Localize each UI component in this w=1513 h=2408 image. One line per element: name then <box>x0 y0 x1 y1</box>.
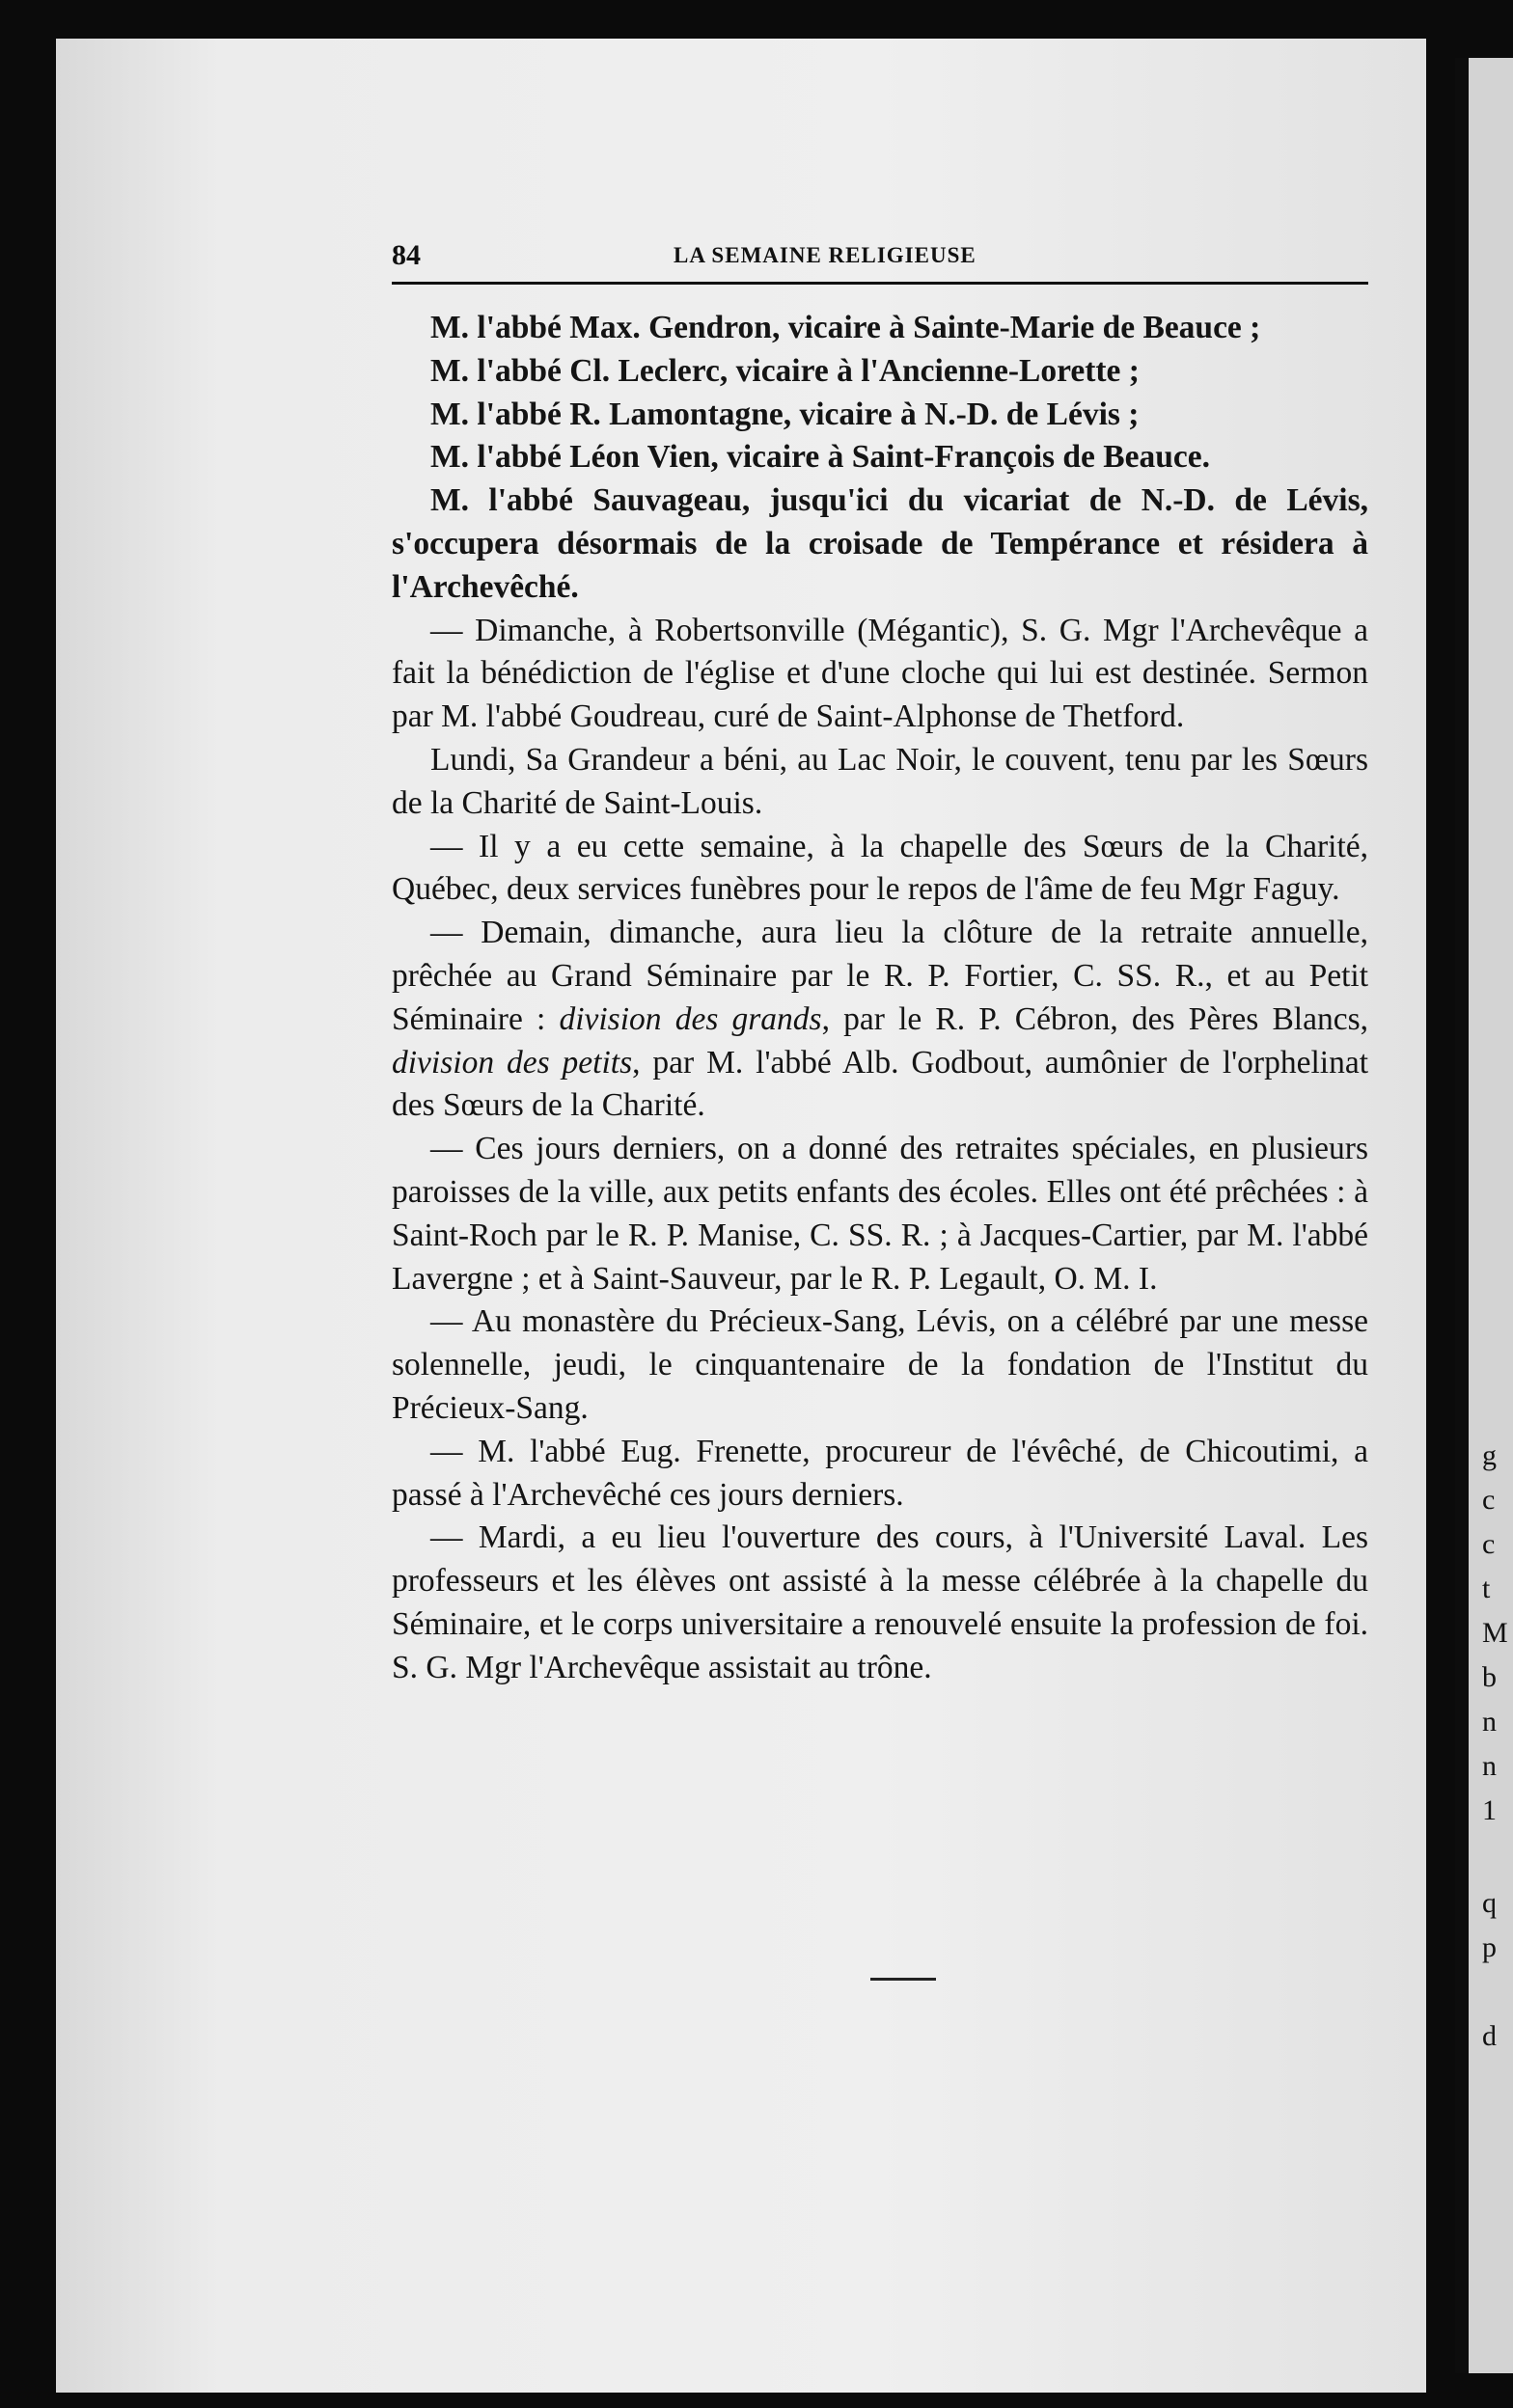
adjacent-page-fragment: q <box>1482 1887 1497 1919</box>
page-gutter-shadow <box>1455 58 1469 2373</box>
adjacent-page-edge <box>1455 58 1513 2373</box>
text-run: , par M. l'abbé Alb. Godbout, aumônier de l'orphelinat des Sœurs de la Charité. <box>392 1044 1368 1124</box>
adjacent-page-fragment: g <box>1482 1439 1497 1471</box>
appointment-paragraph: M. l'abbé Sauvageau, jusqu'ici du vicariat de N.-D. de Lévis, s'occupera désormais de la croisade de Tempérance et résidera à l'Archevêché. <box>392 482 1368 605</box>
news-paragraph: — Dimanche, à Robertsonville (Mégantic), S. G. Mgr l'Archevêque a fait la bénédiction de l'église et d'une cloche qui lui est destinée. Sermon par M. l'abbé Goudreau, curé de Saint-Alphonse de Thetford. <box>392 612 1368 735</box>
news-paragraph: — M. l'abbé Eug. Frenette, procureur de l'évêché, de Chicoutimi, a passé à l'Archevêché ces jours derniers. <box>392 1433 1368 1513</box>
appointment-line: M. l'abbé Max. Gendron, vicaire à Sainte-Marie de Beauce ; <box>430 310 1261 345</box>
adjacent-page-fragment: c <box>1482 1484 1496 1516</box>
news-paragraph: — Au monastère du Précieux-Sang, Lévis, on a célébré par une messe solennelle, jeudi, le cinquantenaire de la fondation de l'Institut du Précieux-Sang. <box>392 1303 1368 1426</box>
article-body <box>392 307 1368 1690</box>
appointment-line: M. l'abbé Léon Vien, vicaire à Saint-François de Beauce. <box>430 439 1210 476</box>
adjacent-page-fragment: M <box>1482 1617 1508 1649</box>
adjacent-page-fragment: n <box>1482 1706 1497 1738</box>
news-paragraph: — Il y a eu cette semaine, à la chapelle des Sœurs de la Charité, Québec, deux services funèbres pour le repos de l'âme de feu Mgr Faguy. <box>392 828 1368 908</box>
news-paragraph-retraite <box>392 912 1368 1128</box>
text-run: — Demain, dimanche, aura lieu la clôture de la retraite annuelle, prêchée au Grand Séminaire par le R. P. Fortier, C. SS. R., et au Petit Séminaire : <box>392 915 1368 1037</box>
appointment-line: M. l'abbé Cl. Leclerc, vicaire à l'Ancienne-Lorette ; <box>430 352 1140 389</box>
adjacent-page-fragment: t <box>1482 1573 1491 1604</box>
italic-text: division des grands <box>559 1000 822 1037</box>
page-header <box>392 239 1368 285</box>
news-paragraph: — Ces jours derniers, on a donné des retraites spéciales, en plusieurs paroisses de la ville, aux petits enfants des écoles. Elles ont été prêchées : à Saint-Roch par le R. P. Manise, C. SS. R. ; à Jacques-Cartier, par M. l'abbé Lavergne ; et à Saint-Sauveur, par le R. P. Legault, O. M. I. <box>392 1131 1368 1297</box>
appointment-line: M. l'abbé R. Lamontagne, vicaire à N.-D. de Lévis ; <box>430 396 1140 432</box>
page-number: 84 <box>392 239 421 271</box>
adjacent-page-fragment: p <box>1482 1931 1497 1963</box>
news-paragraph: Lundi, Sa Grandeur a béni, au Lac Noir, le couvent, tenu par les Sœurs de la Charité de Saint-Louis. <box>392 741 1368 821</box>
news-paragraph: — Mardi, a eu lieu l'ouverture des cours, à l'Université Laval. Les professeurs et les élèves ont assisté à la messe célébrée à la chapelle du Séminaire, et le corps universitaire a renouvelé ensuite la profession de foi. S. G. Mgr l'Archevêque assistait au trône. <box>392 1519 1368 1685</box>
adjacent-page-fragment: b <box>1482 1661 1497 1693</box>
adjacent-page-fragment: n <box>1482 1750 1497 1782</box>
adjacent-page-fragment: 1 <box>1482 1794 1497 1826</box>
italic-text: division des petits <box>392 1044 633 1081</box>
text-run: , par le R. P. Cébron, des Pères Blancs, <box>821 1000 1368 1037</box>
section-end-rule <box>870 1978 936 1981</box>
adjacent-page-fragment: d <box>1482 2020 1497 2052</box>
adjacent-page-fragment: c <box>1482 1528 1496 1560</box>
running-title: LA SEMAINE RELIGIEUSE <box>674 243 977 267</box>
